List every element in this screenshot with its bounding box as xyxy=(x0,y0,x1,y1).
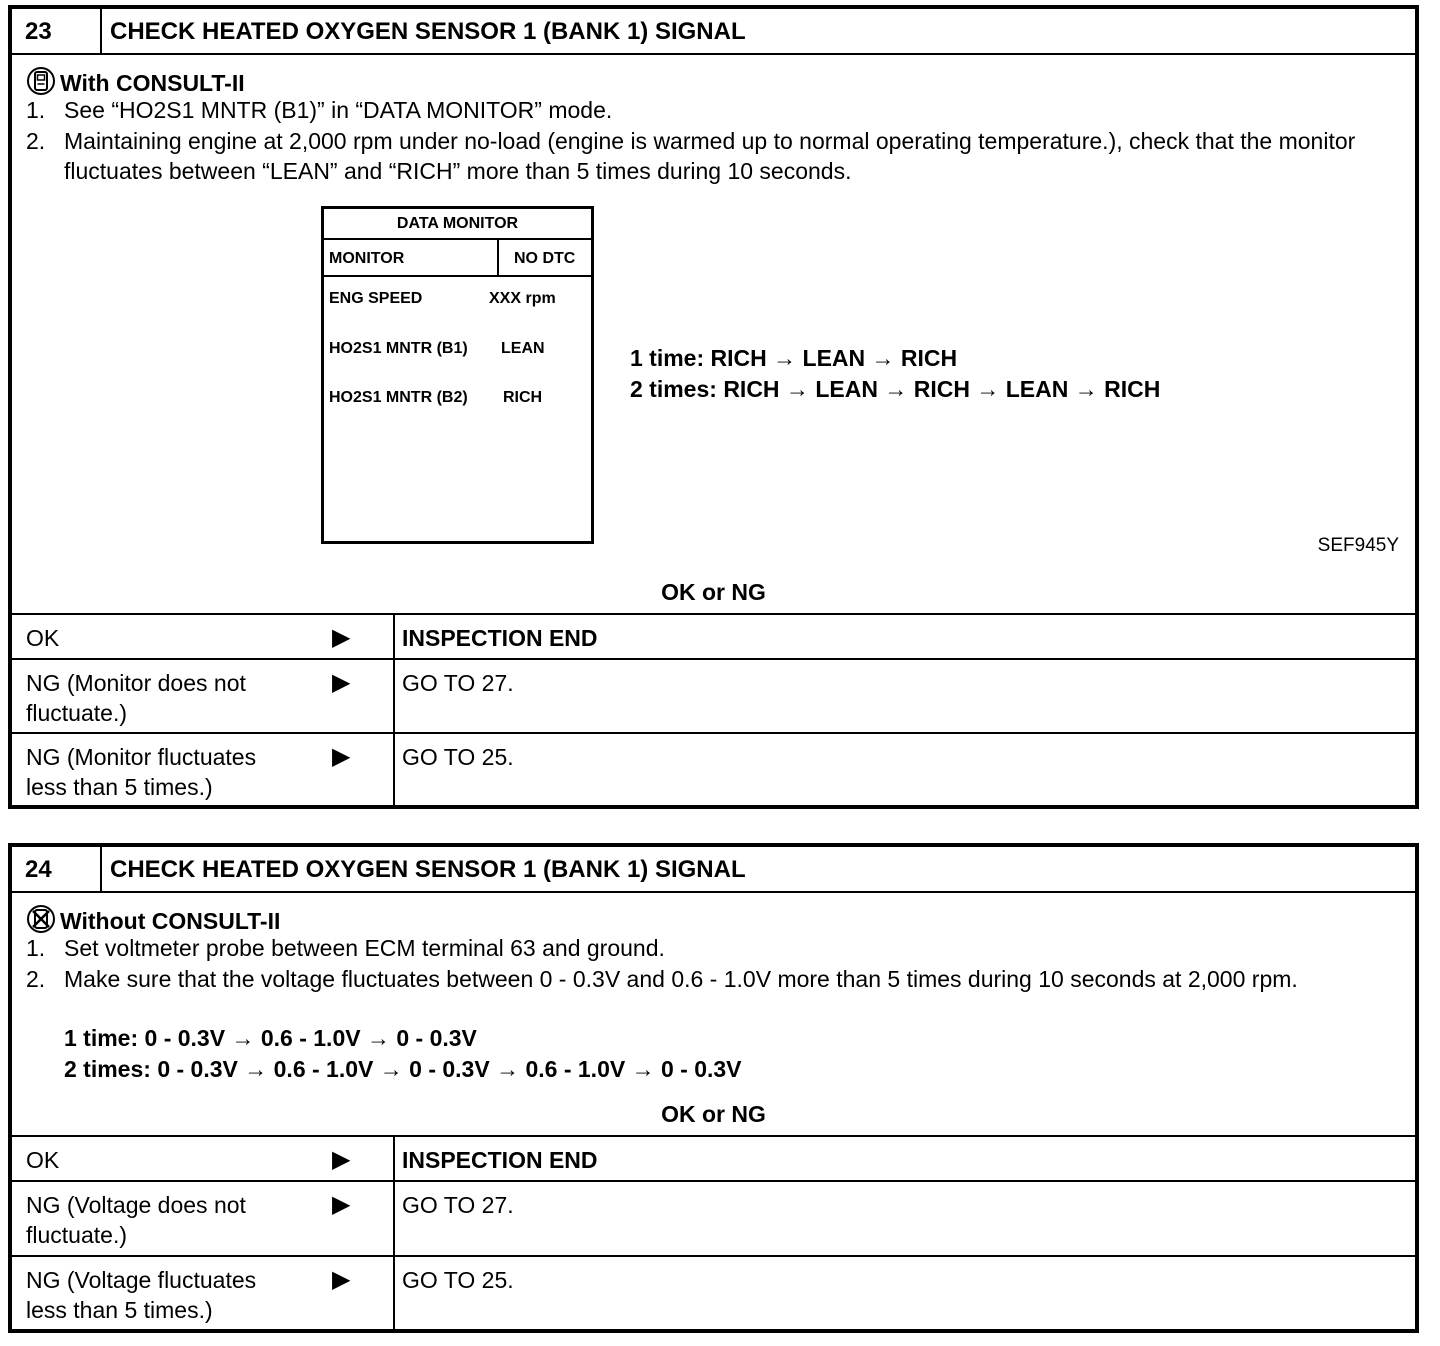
screen-row xyxy=(329,290,556,308)
result-row xyxy=(12,615,1415,660)
play-arrow-icon: ▶ xyxy=(332,669,351,696)
step-title: CHECK HEATED OXYGEN SENSOR 1 (BANK 1) SIGNAL xyxy=(110,18,746,45)
ok-or-ng-label: OK or NG xyxy=(661,1101,766,1127)
result-divider xyxy=(393,1182,395,1255)
step-23-box xyxy=(8,5,1419,809)
result-condition: OK xyxy=(26,625,60,651)
result-condition: NG (Monitor fluctuates less than 5 times.) xyxy=(26,744,257,800)
result-divider xyxy=(393,1137,395,1180)
item-number: 1. xyxy=(26,935,46,961)
item-number: 1. xyxy=(26,97,46,123)
result-action: INSPECTION END xyxy=(402,1147,598,1173)
result-divider xyxy=(393,734,395,809)
result-divider xyxy=(393,660,395,732)
item-number: 2. xyxy=(26,966,46,992)
item-text: Make sure that the voltage fluctuates between 0 - 0.3V and 0.6 - 1.0V more than 5 times during 10 seconds at 2,000 rpm. xyxy=(64,966,1298,992)
instruction-item xyxy=(26,95,1411,125)
ok-or-ng-label: OK or NG xyxy=(661,579,766,605)
screen-divider xyxy=(497,240,499,275)
item-text: Maintaining engine at 2,000 rpm under no-load (engine is warmed up to normal operating temperature.), check that the monitor fluctuates between “LEAN” and “RICH” more than 5 times during 10 seconds. xyxy=(64,128,1356,184)
result-row xyxy=(12,1182,1415,1257)
fluctuation-sequence: 1 time: RICH → LEAN → RICH xyxy=(630,345,958,371)
result-divider xyxy=(393,1257,395,1333)
fluctuation-sequence: 2 times: RICH → LEAN → RICH → LEAN → RICH xyxy=(630,376,1161,402)
step-number: 23 xyxy=(12,9,102,53)
item-text: Set voltmeter probe between ECM terminal 63 and ground. xyxy=(64,935,665,961)
screen-col-status: NO DTC xyxy=(514,250,576,267)
step-header xyxy=(12,847,1415,893)
mode-text: Without CONSULT-II xyxy=(60,908,281,934)
screen-header-row xyxy=(324,240,591,277)
instruction-item xyxy=(26,933,1411,963)
result-condition: NG (Voltage fluctuates less than 5 times.) xyxy=(26,1267,257,1323)
screen-row xyxy=(329,389,543,407)
screen-title: DATA MONITOR xyxy=(324,209,591,240)
mode-label xyxy=(26,904,280,935)
step-title: CHECK HEATED OXYGEN SENSOR 1 (BANK 1) SIGNAL xyxy=(110,856,746,883)
result-row xyxy=(12,1257,1415,1333)
screen-col-monitor: MONITOR xyxy=(329,250,405,267)
mode-text: With CONSULT-II xyxy=(60,70,245,96)
item-text: See “HO2S1 MNTR (B1)” in “DATA MONITOR” mode. xyxy=(64,97,613,123)
result-action: INSPECTION END xyxy=(402,625,598,651)
data-monitor-screen xyxy=(321,206,594,544)
screen-row-label: HO2S1 MNTR (B1) xyxy=(329,340,468,357)
figure-code: SEF945Y xyxy=(1317,535,1399,556)
consult-tool-icon xyxy=(26,66,56,96)
result-row xyxy=(12,1137,1415,1182)
screen-row-value: LEAN xyxy=(501,340,545,357)
play-arrow-icon: ▶ xyxy=(332,743,351,770)
step-24-box xyxy=(8,843,1419,1333)
step-header xyxy=(12,9,1415,55)
result-action: GO TO 27. xyxy=(402,1192,514,1218)
result-table xyxy=(12,613,1415,809)
screen-row-label: ENG SPEED xyxy=(329,290,423,307)
result-condition: NG (Voltage does not fluctuate.) xyxy=(26,1192,246,1248)
screen-row-label: HO2S1 MNTR (B2) xyxy=(329,389,468,406)
play-arrow-icon: ▶ xyxy=(332,1266,351,1293)
play-arrow-icon: ▶ xyxy=(332,1191,351,1218)
play-arrow-icon: ▶ xyxy=(332,624,351,651)
result-action: GO TO 25. xyxy=(402,1267,514,1293)
instruction-item xyxy=(26,126,1411,186)
voltage-sequence: 1 time: 0 - 0.3V → 0.6 - 1.0V → 0 - 0.3V xyxy=(64,1025,477,1051)
play-arrow-icon: ▶ xyxy=(332,1146,351,1173)
instruction-item xyxy=(26,964,1411,994)
mode-label xyxy=(26,66,245,97)
voltage-sequence: 2 times: 0 - 0.3V → 0.6 - 1.0V → 0 - 0.3V → 0.6 - 1.0V → 0 - 0.3V xyxy=(64,1056,742,1082)
result-condition: NG (Monitor does not fluctuate.) xyxy=(26,670,246,726)
result-divider xyxy=(393,615,395,658)
result-action: GO TO 27. xyxy=(402,670,514,696)
result-action: GO TO 25. xyxy=(402,744,514,770)
result-condition: OK xyxy=(26,1147,60,1173)
item-number: 2. xyxy=(26,128,46,154)
result-row xyxy=(12,660,1415,734)
screen-row-value: XXX rpm xyxy=(489,290,556,307)
step-number: 24 xyxy=(12,847,102,891)
screen-row-value: RICH xyxy=(503,389,543,406)
result-table xyxy=(12,1135,1415,1333)
screen-row xyxy=(329,340,545,358)
no-consult-tool-icon xyxy=(26,904,56,934)
result-row xyxy=(12,734,1415,809)
